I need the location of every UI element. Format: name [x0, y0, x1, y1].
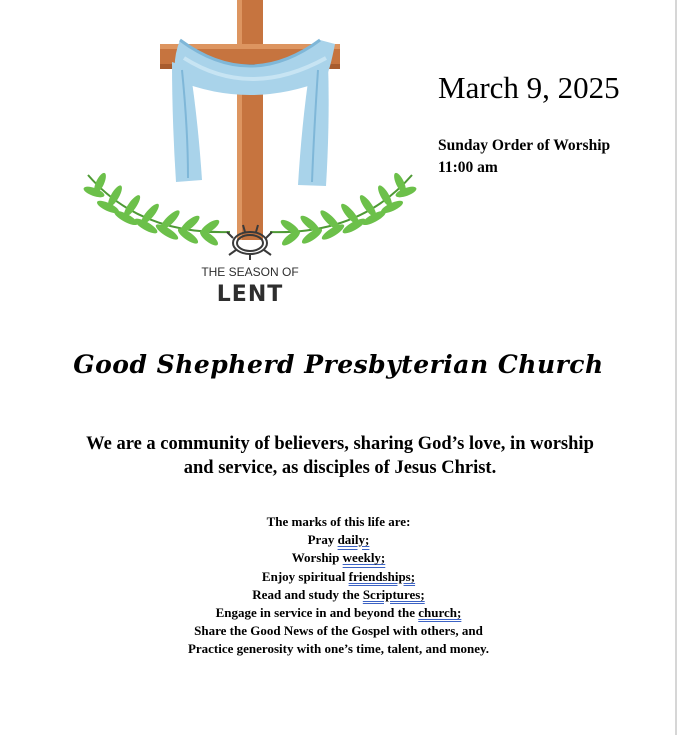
- list-item: [0, 549, 677, 567]
- marks-heading: The marks of this life are:: [266, 514, 411, 529]
- list-item-text: Worship: [291, 550, 343, 566]
- list-item-text: Practice generosity with one’s time, talent, and money.: [187, 641, 490, 657]
- list-item-flagged-word: friendships;: [348, 568, 416, 584]
- palm-left-icon: [82, 171, 230, 248]
- palm-right-icon: [270, 171, 418, 248]
- mission-statement: [60, 432, 620, 480]
- list-item: [0, 586, 677, 604]
- lent-cross-illustration: [80, 0, 420, 310]
- list-item-text: Enjoy spiritual: [261, 568, 349, 584]
- list-item-flagged-word: church;: [418, 605, 462, 621]
- church-name: Good Shepherd Presbyterian Church: [73, 350, 604, 379]
- mission-line-2: and service, as disciples of Jesus Christ.: [183, 458, 497, 478]
- service-info: [438, 135, 610, 179]
- list-item-flagged-word: daily;: [337, 532, 370, 548]
- marks-list: [0, 513, 677, 659]
- list-item: [0, 568, 677, 586]
- lent-logo-line1: THE SEASON OF: [201, 265, 299, 279]
- lent-logo-line2: LENT: [216, 282, 284, 307]
- list-item: [0, 622, 677, 640]
- list-item-flagged-word: weekly;: [342, 550, 386, 566]
- service-date: March 9, 2025: [438, 70, 620, 105]
- order-of-worship-title: Sunday Order of Worship: [438, 137, 611, 154]
- list-item: [0, 531, 677, 549]
- list-item-text: Read and study the: [252, 586, 363, 602]
- list-item-text: Pray: [307, 532, 338, 548]
- mission-line-1: We are a community of believers, sharing God’s love, in worship: [86, 434, 594, 454]
- list-item-flagged-word: Scriptures;: [362, 586, 425, 602]
- list-item-text: Share the Good News of the Gospel with others, and: [194, 623, 483, 639]
- list-item: [0, 640, 677, 658]
- service-time: 11:00 am: [438, 159, 498, 176]
- list-item-text: Engage in service in and beyond the: [215, 605, 419, 621]
- list-item: [0, 604, 677, 622]
